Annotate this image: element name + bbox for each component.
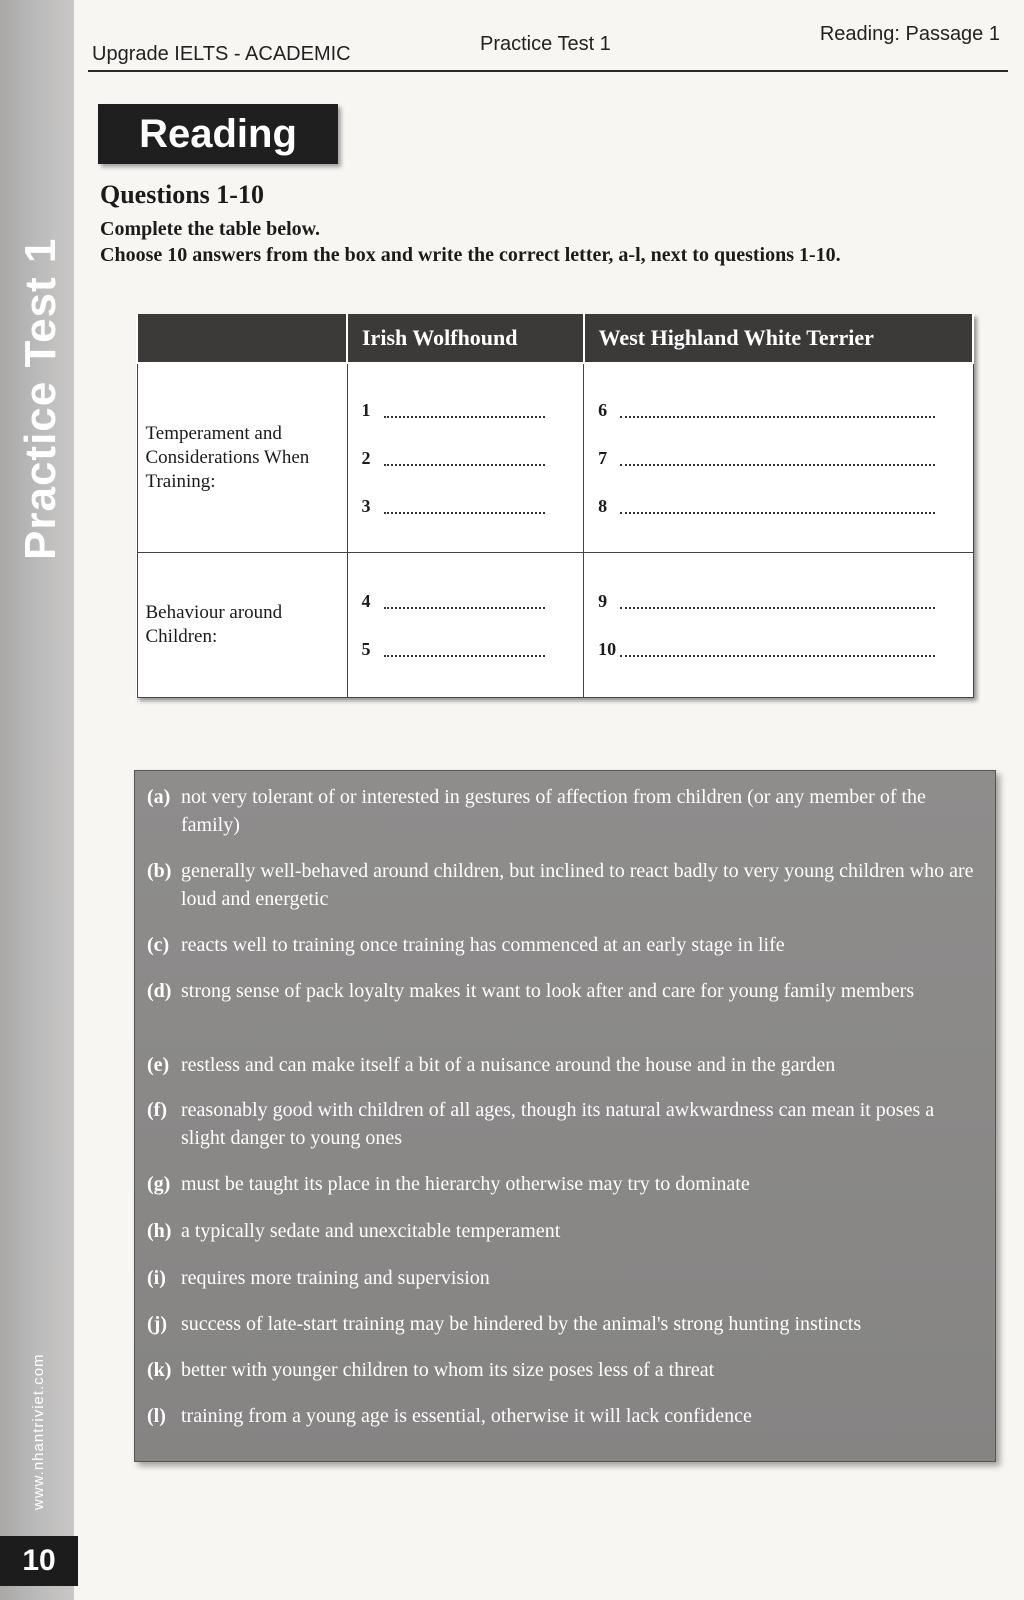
page-number: 10	[0, 1536, 78, 1586]
option-item	[147, 1310, 982, 1338]
option-item	[147, 1170, 982, 1198]
section-title: Reading	[98, 104, 338, 164]
option-letter: (b)	[147, 860, 172, 882]
answer-cell	[347, 553, 584, 698]
question-number: 4	[361, 590, 371, 611]
option-text: requires more training and supervision	[181, 1267, 490, 1289]
dotted-line	[620, 641, 934, 657]
answer-cell	[347, 363, 584, 553]
question-number: 2	[361, 447, 371, 468]
question-number: 7	[598, 447, 608, 468]
question-number: 6	[598, 399, 608, 420]
answer-blank[interactable]	[362, 577, 570, 625]
answer-blank[interactable]	[598, 434, 958, 482]
dotted-line	[384, 593, 546, 609]
dotted-line	[620, 450, 934, 466]
answer-blank[interactable]	[362, 482, 570, 530]
dotted-line	[384, 402, 546, 418]
option-letter: (l)	[147, 1405, 166, 1427]
option-letter: (j)	[147, 1313, 167, 1335]
option-item	[147, 1356, 982, 1384]
option-text: generally well-behaved around children, but inclined to react badly to very young children who are loud and energetic	[181, 860, 974, 910]
dotted-line	[620, 593, 934, 609]
dotted-line	[620, 402, 934, 418]
option-text: better with younger children to whom its size poses less of a threat	[181, 1359, 715, 1381]
answer-blank[interactable]	[598, 577, 958, 625]
answer-blank[interactable]	[598, 386, 958, 434]
option-item	[147, 977, 982, 1005]
option-letter: (e)	[147, 1054, 170, 1076]
option-item	[147, 857, 982, 913]
answer-blank[interactable]	[362, 625, 570, 673]
option-text: success of late-start training may be hindered by the animal's strong hunting instincts	[181, 1313, 862, 1335]
instruction-line: Choose 10 answers from the box and write the correct letter, a-l, next to questions 1-10.	[100, 244, 841, 266]
header-book-title: Upgrade IELTS - ACADEMIC	[92, 43, 351, 65]
header-section: Reading: Passage 1	[819, 23, 1000, 45]
option-item	[147, 1051, 982, 1079]
option-text: must be taught its place in the hierarchy otherwise may try to dominate	[181, 1173, 750, 1195]
question-table	[136, 314, 974, 698]
row-label: Temperament and Considerations When Training:	[137, 363, 347, 553]
option-letter: (a)	[147, 786, 171, 808]
option-text: training from a young age is essential, otherwise it will lack confidence	[181, 1405, 752, 1427]
answer-blank[interactable]	[598, 625, 958, 673]
table-corner	[137, 314, 347, 363]
column-header: West Highland White Terrier	[584, 314, 973, 363]
option-text: reacts well to training once training has commenced at an early stage in life	[181, 934, 785, 956]
table-row	[137, 553, 973, 698]
answer-blank[interactable]	[598, 482, 958, 530]
side-strip	[0, 0, 74, 1600]
answer-cell	[584, 363, 973, 553]
answer-options-box	[134, 770, 996, 1462]
question-number: 1	[361, 399, 371, 420]
option-text: restless and can make itself a bit of a nuisance around the house and in the garden	[181, 1054, 836, 1076]
question-number: 10	[598, 638, 617, 659]
questions-heading: Questions 1-10	[100, 180, 264, 209]
running-header	[88, 18, 1008, 72]
dotted-line	[384, 450, 546, 466]
instruction-line: Complete the table below.	[100, 218, 320, 240]
row-label: Behaviour around Children:	[137, 553, 347, 698]
answer-cell	[584, 553, 973, 698]
option-letter: (i)	[147, 1267, 166, 1289]
dotted-line	[620, 498, 934, 514]
option-text: a typically sedate and unexcitable temperament	[181, 1220, 561, 1242]
question-number: 9	[598, 590, 608, 611]
question-number: 8	[598, 495, 608, 516]
option-letter: (f)	[147, 1099, 167, 1121]
question-number: 3	[361, 495, 371, 516]
option-text: strong sense of pack loyalty makes it want to look after and care for young family members	[181, 980, 915, 1002]
option-item	[147, 1402, 982, 1430]
question-number: 5	[361, 638, 371, 659]
option-text: not very tolerant of or interested in gestures of affection from children (or any member of the family)	[181, 786, 926, 836]
option-letter: (d)	[147, 980, 172, 1002]
option-letter: (c)	[147, 934, 170, 956]
column-header: Irish Wolfhound	[347, 314, 584, 363]
option-item	[147, 931, 982, 959]
table-row	[137, 363, 973, 553]
option-item	[147, 1264, 982, 1292]
answer-blank[interactable]	[362, 386, 570, 434]
option-letter: (h)	[147, 1220, 172, 1242]
answer-blank[interactable]	[362, 434, 570, 482]
option-letter: (g)	[147, 1173, 171, 1195]
option-item	[147, 783, 982, 839]
dotted-line	[384, 641, 546, 657]
option-item	[147, 1217, 982, 1245]
option-text: reasonably good with children of all ages, though its natural awkwardness can mean it poses a slight danger to young ones	[181, 1099, 935, 1149]
option-letter: (k)	[147, 1359, 172, 1381]
option-item	[147, 1096, 982, 1152]
instructions	[100, 216, 960, 268]
side-strip-url: www.nhantriviet.com	[30, 1353, 47, 1510]
dotted-line	[384, 498, 546, 514]
header-test-name: Practice Test 1	[480, 33, 611, 55]
side-strip-title: Practice Test 1	[16, 237, 65, 560]
